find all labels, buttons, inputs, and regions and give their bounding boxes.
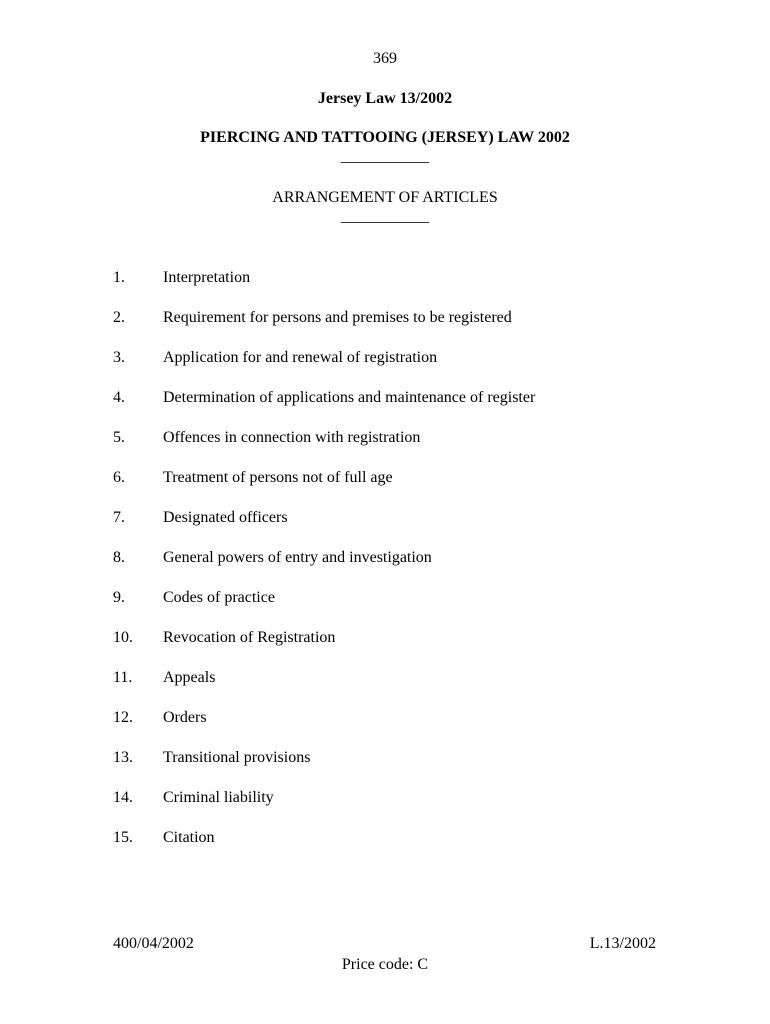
article-title: Transitional provisions [163,749,311,766]
article-number: 1. [113,269,125,286]
article-item [0,469,770,509]
article-item [0,669,770,709]
law-number: Jersey Law 13/2002 [317,90,453,107]
article-item [0,549,770,589]
article-title: Citation [163,829,215,846]
article-item [0,309,770,349]
article-item [0,589,770,629]
article-number: 6. [113,469,125,486]
article-title: Determination of applications and maintenance of register [163,389,536,406]
article-item [0,389,770,429]
article-item [0,709,770,749]
page-number: 369 [373,50,397,67]
article-item [0,349,770,389]
article-title: Application for and renewal of registration [163,349,438,366]
article-number: 13. [113,749,133,766]
price-code: Price code: C [341,956,429,973]
footer-law-code: L.13/2002 [589,935,656,952]
article-title: Appeals [163,669,216,686]
article-number: 11. [113,669,133,686]
article-title: Offences in connection with registration [163,429,421,446]
article-number: 8. [113,549,125,566]
article-item [0,509,770,549]
article-number: 7. [113,509,125,526]
article-item [0,829,770,869]
article-number: 14. [113,789,133,806]
article-item [0,429,770,469]
footer-reference: 400/04/2002 [113,935,194,952]
article-title: Treatment of persons not of full age [163,469,393,486]
article-title: Revocation of Registration [163,629,336,646]
article-title: Designated officers [163,509,288,526]
heading-divider: ___________ [341,208,429,225]
article-number: 10. [113,629,133,646]
arrangement-heading: ARRANGEMENT OF ARTICLES [272,189,498,206]
article-title: Requirement for persons and premises to be registered [163,309,512,326]
arrangement-list [0,269,770,869]
article-title: Orders [163,709,207,726]
article-title: Codes of practice [163,589,275,606]
article-title: General powers of entry and investigation [163,549,432,566]
article-item [0,749,770,789]
law-title: PIERCING AND TATTOOING (JERSEY) LAW 2002 [200,129,570,146]
article-number: 5. [113,429,125,446]
article-item [0,789,770,829]
article-number: 2. [113,309,125,326]
title-divider: ___________ [341,148,429,165]
article-number: 4. [113,389,125,406]
article-number: 3. [113,349,125,366]
article-number: 9. [113,589,125,606]
article-title: Interpretation [163,269,251,286]
article-item [0,269,770,309]
article-item [0,629,770,669]
article-number: 12. [113,709,133,726]
article-number: 15. [113,829,133,846]
article-title: Criminal liability [163,789,274,806]
